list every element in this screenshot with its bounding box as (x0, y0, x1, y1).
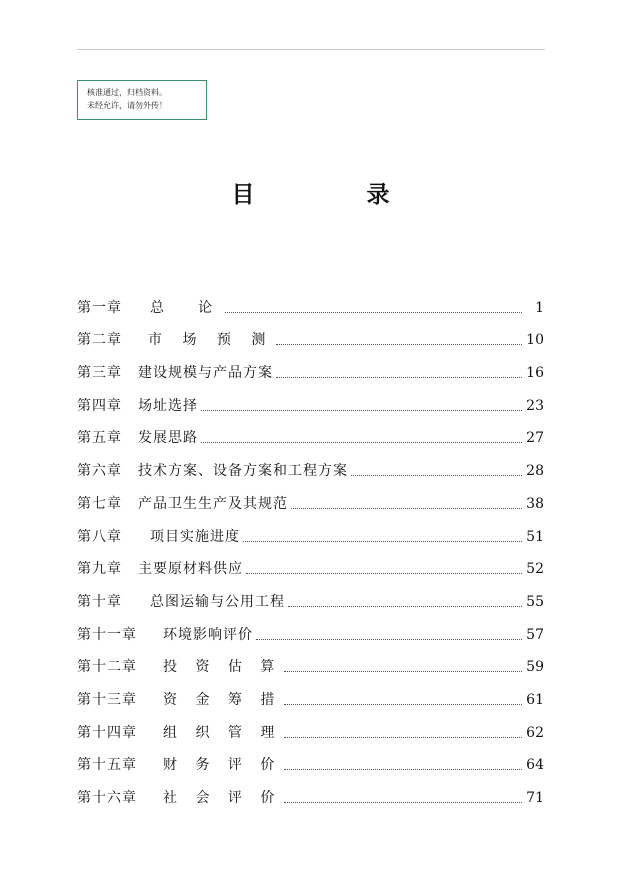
toc-title: 市 场 预 测 (148, 332, 274, 349)
toc-chapter: 第九章 (77, 561, 122, 578)
toc-entry-16[interactable] (77, 775, 544, 808)
toc-title: 社 会 评 价 (163, 790, 282, 806)
toc-title: 建设规模与产品方案 (138, 365, 273, 382)
toc-leader (351, 475, 522, 476)
toc-page-number: 27 (526, 430, 544, 447)
toc-leader (288, 606, 522, 607)
toc-title: 总 论 (150, 299, 222, 316)
toc-entry-8[interactable] (77, 514, 544, 547)
header-rule (77, 49, 545, 50)
toc-entry-9[interactable] (77, 547, 544, 580)
toc-title: 环境影响评价 (163, 626, 253, 643)
toc-page-number: 51 (526, 528, 544, 545)
toc-title: 总图运输与公用工程 (150, 593, 285, 610)
toc-leader (225, 312, 522, 313)
toc-chapter: 第八章 (77, 528, 122, 545)
toc-chapter: 第十章 (77, 593, 122, 610)
toc-title: 财 务 评 价 (163, 757, 282, 774)
toc-title: 技术方案、设备方案和工程方案 (138, 463, 348, 480)
toc-leader (243, 541, 522, 542)
toc-page-number: 62 (526, 724, 544, 741)
toc-leader (284, 737, 522, 738)
toc-entry-2[interactable] (77, 318, 544, 351)
toc-chapter: 第十五章 (77, 757, 137, 774)
toc-title: 资 金 筹 措 (163, 691, 282, 708)
toc-chapter: 第十二章 (77, 659, 137, 676)
stamp-line-1: 核准通过，归档资料。 (87, 88, 167, 97)
toc-leader (201, 442, 522, 443)
toc-page-number: 55 (526, 593, 544, 610)
table-of-contents (77, 285, 544, 808)
toc-leader (284, 704, 522, 705)
toc-chapter: 第七章 (77, 495, 122, 512)
toc-leader (256, 639, 522, 640)
toc-entry-14[interactable] (77, 710, 544, 743)
toc-page-number: 52 (526, 561, 544, 578)
toc-entry-3[interactable] (77, 350, 544, 383)
toc-page-number: 16 (526, 365, 544, 382)
toc-page-number: 28 (526, 463, 544, 480)
toc-page-number: 59 (526, 659, 544, 676)
toc-entry-1[interactable] (77, 285, 544, 318)
toc-entry-10[interactable] (77, 579, 544, 612)
toc-page-number: 1 (535, 299, 544, 316)
toc-leader (246, 573, 522, 574)
toc-chapter: 第十一章 (77, 626, 137, 643)
page-title: 目 录 (231, 182, 442, 208)
toc-entry-11[interactable] (77, 612, 544, 645)
stamp-line-2: 未经允许，请勿外传！ (87, 101, 167, 110)
toc-page-number: 10 (526, 332, 544, 349)
toc-entry-15[interactable] (77, 743, 544, 776)
toc-entry-6[interactable] (77, 448, 544, 481)
toc-chapter: 第十三章 (77, 691, 137, 708)
toc-page-number: 61 (526, 691, 544, 708)
toc-page-number: 57 (526, 626, 544, 643)
toc-leader (201, 410, 522, 411)
toc-title: 产品卫生生产及其规范 (138, 495, 288, 512)
toc-entry-7[interactable] (77, 481, 544, 514)
toc-page-number: 23 (526, 397, 544, 414)
toc-chapter: 第四章 (77, 397, 122, 414)
toc-chapter: 第十六章 (77, 790, 137, 806)
toc-title: 发展思路 (138, 430, 198, 447)
toc-entry-5[interactable] (77, 416, 544, 449)
toc-entry-13[interactable] (77, 677, 544, 710)
toc-chapter: 第二章 (77, 332, 122, 349)
toc-page-number: 64 (526, 757, 544, 774)
toc-title: 投 资 估 算 (163, 659, 282, 676)
toc-leader (291, 508, 522, 509)
toc-chapter: 第六章 (77, 463, 122, 480)
toc-leader (284, 769, 522, 770)
toc-entry-4[interactable] (77, 383, 544, 416)
toc-page-number: 71 (526, 790, 544, 806)
toc-leader (284, 802, 522, 803)
toc-chapter: 第十四章 (77, 724, 137, 741)
toc-leader (284, 671, 522, 672)
toc-chapter: 第一章 (77, 299, 122, 316)
toc-page-number: 38 (526, 495, 544, 512)
toc-leader (276, 377, 522, 378)
toc-leader (276, 344, 522, 345)
toc-entry-12[interactable] (77, 645, 544, 678)
approval-stamp (77, 80, 207, 120)
toc-title: 项目实施进度 (150, 528, 240, 545)
toc-chapter: 第三章 (77, 365, 122, 382)
toc-title: 主要原材料供应 (138, 561, 243, 578)
toc-chapter: 第五章 (77, 430, 122, 447)
toc-title: 组 织 管 理 (163, 724, 282, 741)
toc-title: 场址选择 (138, 397, 198, 414)
